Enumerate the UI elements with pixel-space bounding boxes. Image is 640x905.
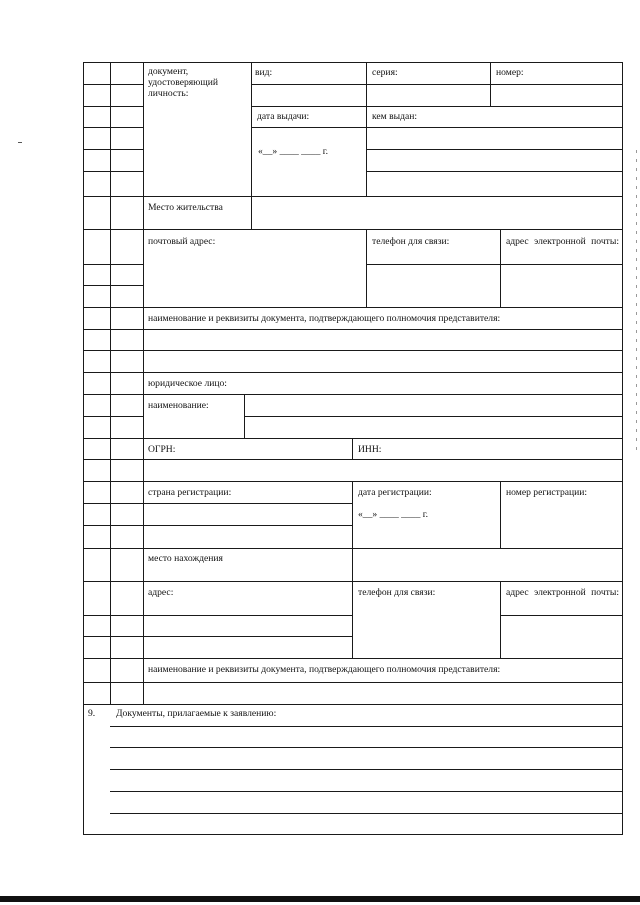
- scan-bottom-edge: [0, 896, 640, 902]
- authority-document-field-1[interactable]: [144, 330, 621, 371]
- reg-number-field[interactable]: [501, 504, 621, 547]
- issue-date-label: дата выдачи:: [257, 111, 310, 122]
- location-field[interactable]: [353, 549, 621, 580]
- border-right: [622, 62, 623, 835]
- issued-by-field[interactable]: [367, 128, 621, 195]
- reg-date-template[interactable]: «__» ____ ____ г.: [358, 509, 429, 520]
- entity-phone-field[interactable]: [353, 616, 499, 657]
- reg-country-label: страна регистрации:: [148, 487, 232, 498]
- document-series-label: серия:: [372, 67, 398, 78]
- authority-document-field-2[interactable]: [144, 683, 621, 703]
- entity-address-label: адрес:: [148, 587, 174, 598]
- entity-name-label: наименование:: [148, 400, 209, 411]
- reg-number-label: номер регистрации:: [506, 487, 588, 498]
- phone-field[interactable]: [367, 265, 499, 306]
- ogrn-field[interactable]: [144, 460, 352, 480]
- scan-dot: [18, 142, 22, 143]
- entity-email-label: адрес электронной почты:: [506, 587, 619, 598]
- location-label: место нахождения: [148, 553, 223, 564]
- phone-label: телефон для связи:: [372, 236, 450, 247]
- document-number-field[interactable]: [491, 85, 621, 105]
- ogrn-label: ОГРН:: [148, 444, 176, 455]
- section-number-9: 9.: [88, 708, 96, 719]
- document-type-field[interactable]: [252, 85, 365, 105]
- email-field[interactable]: [501, 265, 621, 306]
- entity-phone-label: телефон для связи:: [358, 587, 436, 598]
- border-bottom: [83, 834, 623, 835]
- entity-name-field[interactable]: [245, 395, 621, 437]
- reg-date-label: дата регистрации:: [358, 487, 432, 498]
- authority-document-label-1: наименование и реквизиты документа, подтверждающего полномочия представителя:: [148, 313, 501, 324]
- legal-entity-label: юридическое лицо:: [148, 378, 227, 389]
- postal-address-field[interactable]: [144, 250, 365, 306]
- identity-document-label: документ, удостоверяющий личность:: [148, 66, 218, 99]
- col-divider-1: [110, 62, 111, 704]
- reg-country-field[interactable]: [144, 504, 351, 547]
- inn-label: ИНН:: [358, 444, 382, 455]
- attached-documents-field[interactable]: [111, 727, 621, 833]
- inn-field[interactable]: [353, 460, 621, 480]
- scan-edge-mark: [636, 150, 637, 450]
- border-top: [83, 62, 623, 63]
- entity-email-field[interactable]: [501, 616, 621, 657]
- residence-field[interactable]: [252, 197, 621, 228]
- residence-label: Место жительства: [148, 202, 223, 213]
- entity-address-field[interactable]: [144, 616, 351, 657]
- authority-document-label-2: наименование и реквизиты документа, подтверждающего полномочия представителя:: [148, 664, 501, 675]
- col-divider-2: [143, 62, 144, 704]
- attached-documents-label: Документы, прилагаемые к заявлению:: [116, 708, 277, 719]
- postal-address-label: почтовый адрес:: [148, 236, 216, 247]
- issue-date-template[interactable]: «__» ____ ____ г.: [258, 146, 329, 157]
- document-number-label: номер:: [496, 67, 524, 78]
- border-left: [83, 62, 84, 835]
- issued-by-label: кем выдан:: [372, 111, 418, 122]
- email-label: адрес электронной почты:: [506, 236, 619, 247]
- document-series-field[interactable]: [367, 85, 489, 105]
- document-type-label: вид:: [255, 67, 273, 78]
